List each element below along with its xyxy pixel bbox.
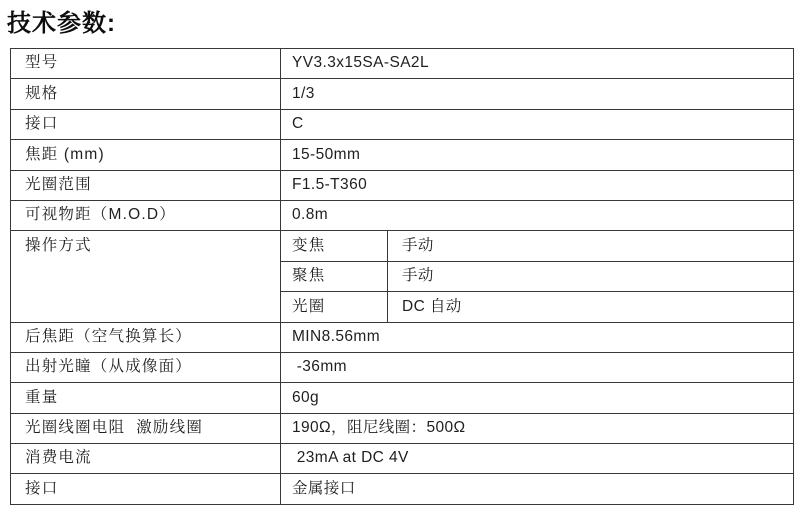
table-row xyxy=(11,200,794,230)
page-title: 技术参数: xyxy=(7,10,116,37)
table-row xyxy=(11,109,794,139)
sub-row-label: 变焦 xyxy=(281,231,388,261)
row-label: 重量 xyxy=(11,383,281,413)
table-row xyxy=(11,170,794,200)
row-value: 15-50mm xyxy=(281,140,794,170)
row-label: 出射光瞳（从成像面） xyxy=(11,352,281,382)
table-row xyxy=(11,474,794,504)
row-value: 60g xyxy=(281,383,794,413)
table-row xyxy=(11,383,794,413)
row-value: C xyxy=(281,109,794,139)
row-value: 1/3 xyxy=(281,79,794,109)
row-value: F1.5-T360 xyxy=(281,170,794,200)
row-label: 光圈线圈电阻 激励线圈 xyxy=(11,413,281,443)
table-row xyxy=(11,444,794,474)
table-row xyxy=(11,49,794,79)
table-row xyxy=(11,352,794,382)
row-label: 规格 xyxy=(11,79,281,109)
row-label: 型号 xyxy=(11,49,281,79)
row-value: 190Ω，阻尼线圈：500Ω xyxy=(281,413,794,443)
row-label: 后焦距（空气换算长） xyxy=(11,322,281,352)
row-label: 可视物距（M.O.D） xyxy=(11,200,281,230)
row-value: 0.8m xyxy=(281,200,794,230)
row-label: 接口 xyxy=(11,109,281,139)
row-label: 消费电流 xyxy=(11,444,281,474)
row-label: 焦距 (mm) xyxy=(11,140,281,170)
row-label: 接口 xyxy=(11,474,281,504)
spec-table-body xyxy=(11,49,794,505)
sub-row-value: 手动 xyxy=(388,261,794,291)
table-row xyxy=(11,413,794,443)
sub-row-value: DC 自动 xyxy=(388,292,794,322)
table-row xyxy=(11,231,794,261)
row-label: 光圈范围 xyxy=(11,170,281,200)
sub-row-value: 手动 xyxy=(388,231,794,261)
row-value: MIN8.56mm xyxy=(281,322,794,352)
row-value: 金属接口 xyxy=(281,474,794,504)
spec-table xyxy=(10,48,794,505)
sub-row-label: 光圈 xyxy=(281,292,388,322)
table-row xyxy=(11,140,794,170)
row-value: -36mm xyxy=(281,352,794,382)
table-row xyxy=(11,79,794,109)
row-label: 操作方式 xyxy=(11,231,281,322)
table-row xyxy=(11,322,794,352)
row-value: YV3.3x15SA-SA2L xyxy=(281,49,794,79)
sub-row-label: 聚焦 xyxy=(281,261,388,291)
row-value: 23mA at DC 4V xyxy=(281,444,794,474)
